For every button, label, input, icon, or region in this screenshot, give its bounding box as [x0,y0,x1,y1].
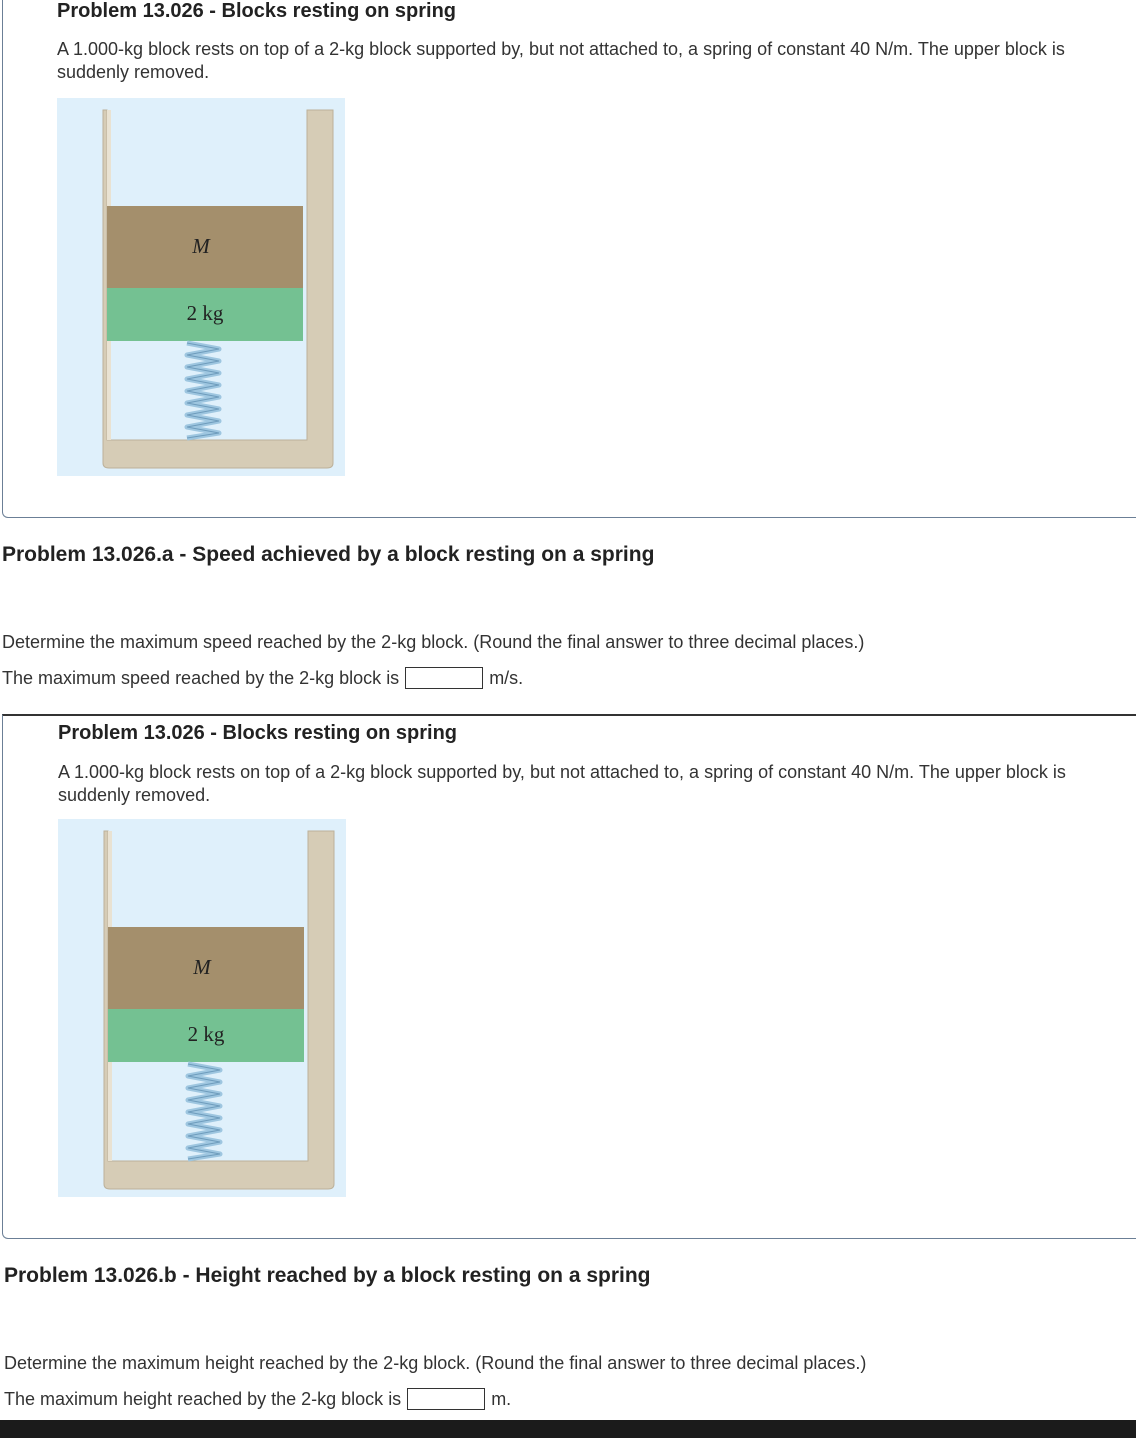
block-spring-figure [57,98,345,476]
problem-statement: A 1.000-kg block rests on top of a 2-kg block supported by, but not attached to, a spring of constant 40 N/m. The upper block is suddenly removed. [58,762,1066,805]
problem-panel-top [2,0,1136,518]
part-a-question: Determine the maximum speed reached by the 2-kg block. (Round the final answer to three decimal places.) [2,632,865,652]
upper-block-label: M [193,955,211,979]
problem-statement: A 1.000-kg block rests on top of a 2-kg block supported by, but not attached to, a spring of constant 40 N/m. The upper block is suddenly removed. [57,39,1065,82]
problem-title: Problem 13.026 - Blocks resting on spring [57,0,457,22]
part-a-answer-input[interactable] [405,667,483,689]
part-a-answer-line [2,667,523,689]
part-b-answer-prefix: The maximum height reached by the 2-kg block is [4,1388,402,1409]
part-b-answer-input[interactable] [407,1388,485,1410]
lower-block-label: 2 kg [186,301,224,325]
block-spring-figure [58,819,346,1197]
part-b-unit: m. [491,1388,512,1409]
problem-panel-bottom [2,714,1136,1239]
part-a-unit: m/s. [489,667,524,688]
block-spring-diagram [57,98,345,476]
part-a-title: Problem 13.026.a - Speed achieved by a block resting on a spring [2,543,655,566]
bottom-bar [0,1420,1136,1438]
part-b-answer-line [4,1388,511,1410]
part-a-answer-prefix: The maximum speed reached by the 2-kg block is [2,667,400,688]
part-b-title: Problem 13.026.b - Height reached by a block resting on a spring [4,1264,651,1287]
block-spring-diagram [58,819,346,1197]
upper-block-label: M [192,234,210,258]
lower-block-label: 2 kg [187,1022,225,1046]
problem-title: Problem 13.026 - Blocks resting on spring [58,722,458,744]
part-b-question: Determine the maximum height reached by the 2-kg block. (Round the final answer to three decimal places.) [4,1353,867,1373]
